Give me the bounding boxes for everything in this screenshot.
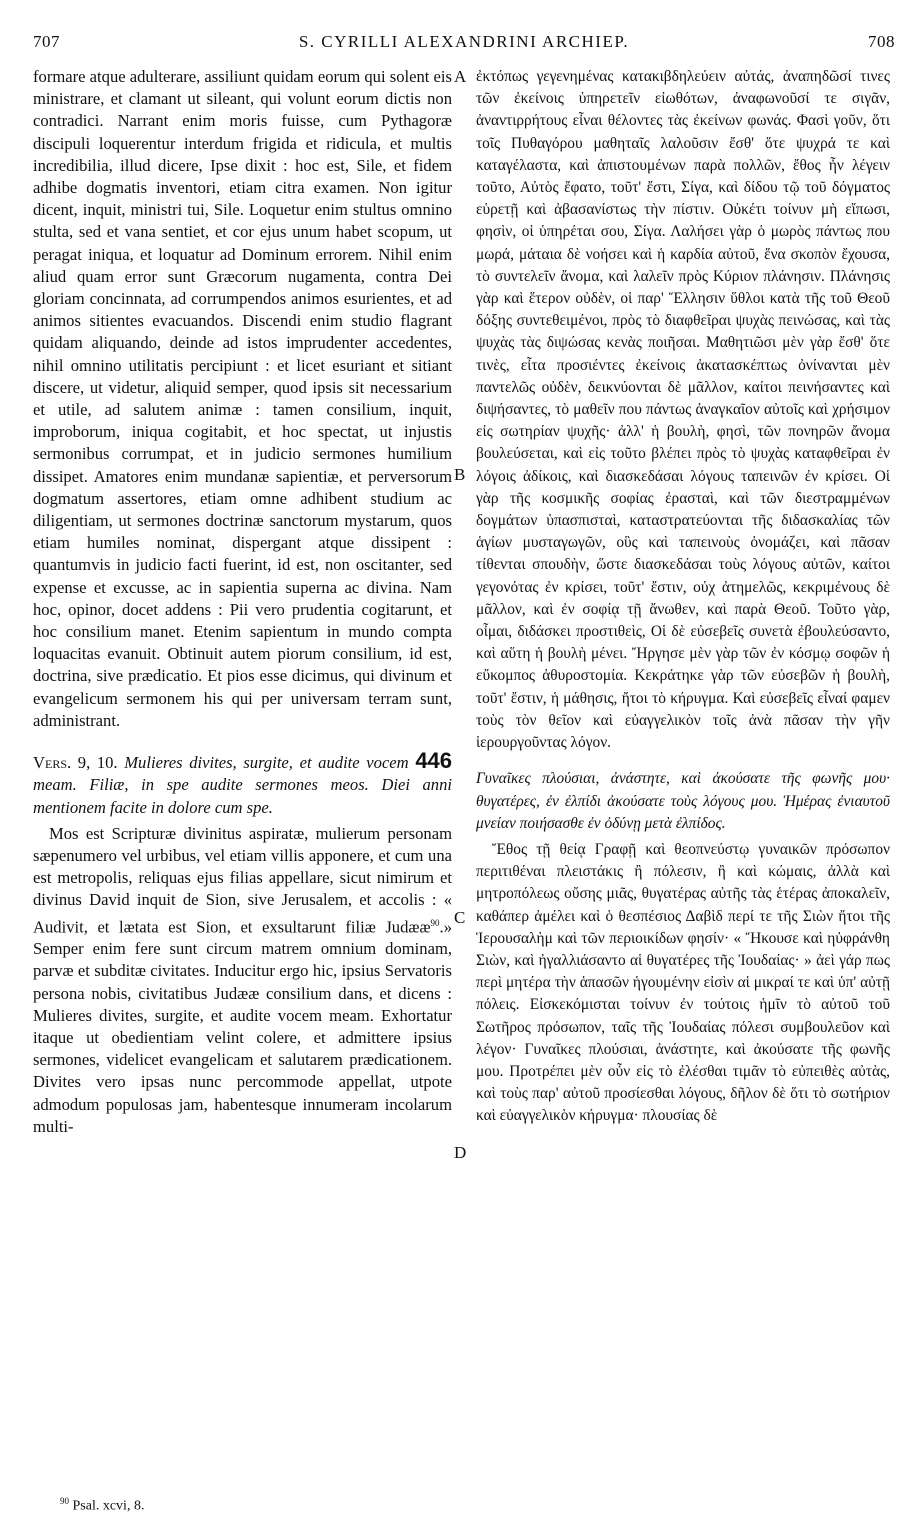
footnote-ref: 90 <box>430 917 440 928</box>
latin-paragraph-2 <box>33 823 452 1138</box>
greek-column <box>476 66 890 1128</box>
greek-paragraph-1: ἐκτόπως γεγενημένας κατακιβδηλεύειν αὐτάς, ἀναπηδῶσί τινες τῶν ἐκείνοις ὑπηρετεῖν εἰωθότων, ἀναφωνοῦσί τε σιγᾶν, ἀναντιρρήτους εἶναι θέλοντες τὰς ἐκείνων φωνάς. Φασὶ γοῦν, ὅτι τοῖς Πυθαγόρου μαθηταῖς λαλοῦσιν ἔσθ' ὅτε ψυχρά τε καὶ καταγέλαστα, καὶ ἀπιστουμένων παρὰ πολλῶν, ἔθος ἦν λέγειν τοῦτο, Αὐτὸς ἔφατο, τοῦτ' ἔστι, Σίγα, καὶ δίδου τῷ τοῦ δόγματος εὑρετῇ καὶ ἀβασανίστως τὴν πίστιν. Οὐκέτι τοίνυν μὴ εἴπωσι, φησὶν, οἱ ὑπηρέται σου, Σίγα. Λαλήσει γὰρ ὁ μωρὸς πάντως που μωρά, μάταια δὲ νοήσει καὶ ἡ καρδία αὐτοῦ, ἕνα σκοπὸν ἔχουσα, τὸ συντελεῖν ἄνομα, καὶ λαλεῖν πρὸς Κύριον πλάνησιν. Πλάνησις γὰρ καὶ ἕτερον οὐδὲν, οἱ παρ' Ἕλλησιν ὕθλοι κατὰ τῆς τοῦ Θεοῦ δόξης συντεθειμένοι, πρὸς τὸ διαφθεῖραι ψυχὰς πεινώσας, καὶ τὰς ψυχὰς τὰς διψώσας κενὰς ποιῆσαι. Μαθητιῶσι μὲν γὰρ ἔσθ' ὅτε τινὲς, εἶτα προσιέντες ἐκείνοις ἀκατασκέπτως ὀνίνανται μὲν παντελῶς οὐδὲν, δεικνύονται δὲ μᾶλλον, καίτοι πεινήσαντες καὶ διψήσαντες, τὸ μαθεῖν που πάντως ἀναγκαῖον αὐτοῖς καὶ χρήσιμον εἰς σωτηρίαν ψυχῆς· ἀλλ' ἡ βουλὴ, φησὶ, τῶν πονηρῶν ἄνομα βουλεύσεται, καὶ εἰς τοῦτο βλέπει πρὸς τὸ ψυχὰς καταφθεῖραι ἐν λόγοις ἀδίκοις, καὶ διασκεδάσαι λόγους ταπεινῶν ἐν κρίσει. Οἱ γὰρ τῆς κοσμικῆς σοφίας ἐρασταὶ, καὶ τῶν διεστραμμένων δογμάτων ὑπασπισταὶ, καταστρατεύονται τῆς διδασκαλίας τῶν ἁγίων μυσταγωγῶν, οὓς καὶ ταπεινοὺς ὀνομάζει, καὶ πᾶσαν τίθενται σπουδὴν, ὥστε διασκεδάσαι τοὺς λόγους αὐτῶν, καίτοι γεγονότας ἐν κρίσει, τοῦτ' ἔστιν, οὐχ ἀτημελῶς, κεκριμένους δὲ μᾶλλον, καὶ ἐν σοφίᾳ τῇ ἄνωθεν, καὶ παρὰ Θεοῦ. Τοῦτο γὰρ, οἶμαι, διδάσκει προστιθεὶς, Οἱ δὲ εὐσεβεῖς συνετὰ ἐβουλεύσαντο, καὶ αὕτη ἡ βουλὴ μένει. Ἤργησε μὲν γὰρ τῶν ἐν κόσμῳ σοφῶν ἡ εὔκομπος ἀθυροστομία. Κεκράτηκε γὰρ τῶν εὐσεβῶν ἡ βουλὴ, τοῦτ' ἔστιν, ἡ μάθησις, ἤτοι τὸ κήρυγμα. Καὶ εὐσεβεῖς εἶναί φαμεν τοὺς τὸν θεῖον καὶ εὐαγγελικὸν τοῖς ἀνὰ πᾶσαν τὴν γῆν ἱερουργοῦντας λόγον. <box>476 68 890 752</box>
margin-marker-d: D <box>454 1143 467 1162</box>
margin-marker-a: A <box>454 67 467 86</box>
page-header <box>33 32 895 54</box>
running-title: S. CYRILLI ALEXANDRINI ARCHIEP. <box>298 32 630 51</box>
footnote-number: 90 <box>60 1496 69 1506</box>
latin-column <box>33 66 452 1138</box>
column-page-mark: 446 <box>415 748 453 774</box>
latin-paragraph-1: formare atque adulterare, assiliunt quidam eorum qui solent eis ministrare, et clamant ut sileant, qui volunt eorum dictis non contradici. Narrant enim moris fuisse, cum Pythagoræ discipuli loquerentur interdum frigida et ridicula, et multis incredibilia, illud dicere, Ipse dixit : hoc est, Sile, et fidem adhibe dogmatis inventori, etiam citra examen. Non igitur dicent, inquit, ministri tui, Sile. Loquetur enim stultus omnino stulta, sed et vana sentiet, et cor ejus unum habet scopum, ut peragat iniqua, et loquatur ad Dominum errorem. Nihil enim aliud quam error sunt Græcorum nugamenta, contra Dei gloriam concinnata, ad corrumpendos animos esurientes, et ad animos sitientes evacuandos. Discendi enim studio flagrant quidam aliquando, deinde ad istos imprudenter accedentes, nihil omnino utilitatis percipiunt : et licet esuriant et sitiant discere, ut videtur, aliquid semper, quod ipsis sit necessarium et utile, ad salutem animæ : tamen consilium, inquit, improborum, iniqua cogitabit, et hoc spectat, ut injustis sermonibus corrumpat, et in judicio sermones humilium dissipet. Amatores enim mundanæ sapientiæ, et perversorum dogmatum assertores, etiam omne adhibent studium ac diligentiam, ut sermones doctrinæ sanctorum mystarum, quos etiam humiles nominat, dispergant atque dissipent : quantumvis in judicio facti fuerint, id est, non oscitanter, sed expense et excusse, ac in sapientia superna ac divina. Nam hoc, opinor, docet addens : Pii vero prudentia cogitarunt, et hoc consilium manet. Etenim sapientum in mundo compta loquacitas evanuit. Obtinuit autem piorum consilium, id est, doctrina, sive prædicatio. Et pios esse dicimus, qui divinum et evangelicum sermonem his qui per universam terram sunt, administrant. <box>33 67 452 730</box>
latin-verse-heading <box>33 750 452 819</box>
margin-marker-c: C <box>454 908 466 927</box>
footnote-text: Psal. xcvi, 8. <box>72 1498 145 1514</box>
greek-verse-heading: Γυναῖκες πλούσιαι, ἀνάστητε, καὶ ἀκούσατε τῆς φωνῆς μου· θυγατέρες, ἐν ἐλπίδι ἀκούσατε τοὺς λόγους μου. Ἡμέρας ἐνιαυτοῦ μνείαν ποιήσασθε ἐν ὀδύνῃ μετὰ ἐλπίδος. <box>476 770 890 832</box>
latin-paragraph-2-b: .» Semper enim fere sunt circum matrem omnium dominam, parvæ et subditæ civitates. Inducitur ergo hic, ipsius Servatoris persona nobis, civitatibus Judææ consilium dans, et dicens : Mulieres divites, surgite, et audite vocem meam. Exhortatur itaque ut obedientiam velint colere, et admittere ipsius sermones, videlicet evangelicam et salutarem prædicationem. Divites vero ipsas nunc percommode appellat, utpote admodum populosas jam, habentesque innumeram incolarum multi- <box>33 917 452 1136</box>
margin-marker-b: B <box>454 465 466 484</box>
left-page-number: 707 <box>33 32 60 51</box>
verse-text-a: Mulieres divites, surgite, et audite vocem <box>124 753 409 773</box>
footnote <box>60 1496 144 1515</box>
verse-label: Vers. 9, 10. <box>33 753 118 773</box>
verse-text-b: meam. Filiæ, in spe audite sermones meos. Diei anni mentionem facite in dolore cum spe. <box>33 775 452 817</box>
greek-paragraph-2: Ἔθος τῇ θείᾳ Γραφῇ καὶ θεοπνεύστῳ γυναικῶν πρόσωπον περιτιθέναι πλειστάκις ἢ πόλεσιν, ἢ καὶ κώμαις, ἀλλὰ καὶ μητροπόλεως οὔσης μιᾶς, θυγατέρας αὐτῆς τὰς ἑτέρας ἀποκαλεῖν, καθάπερ ἀμέλει καὶ ὁ θεσπέσιος Δαβὶδ περί τε τῆς Σιὼν ἤτοι τῆς Ἱερουσαλὴμ καὶ τῶν περιοικίδων φησίν· « Ἤκουσε καὶ ηὐφράνθη Σιὼν, καὶ ἠγαλλιάσαντο αἱ θυγατέρες τῆς Ἰουδαίας· » ἀεὶ γάρ πως περὶ μητέρα τὴν ἁπασῶν ἡγουμένην εἰσὶν αἱ μικραί τε καὶ ὑπ' αὐτῇ πόλεις. Εἰσκεκόμισται τοίνυν ἐν τούτοις ἡμῖν τὸ αὐτοῦ τοῦ Σωτῆρος πρόσωπον, ταῖς τῆς Ἰουδαίας πόλεσι συμβουλεῦον καὶ λέγον· Γυναῖκες πλούσιαι, ἀνάστητε, καὶ ἀκούσατε τῆς φωνῆς μου. Προτρέπει μὲν οὖν εἰς τὸ ἐλέσθαι τιμᾶν τὸ εὐπειθὲς αὐτὰς, καὶ τοὺς παρ' αὐτοῦ προσίεσθαι λόγους, δῆλον δὲ ὅτι τὸ σωτήριον καὶ εὐαγγελικὸν κήρυγμα· πλουσίας δὲ <box>476 840 890 1125</box>
right-page-number: 708 <box>868 32 895 51</box>
latin-paragraph-2-a: Mos est Scripturæ divinitus aspiratæ, mulierum personam sæpenumero vel urbibus, vel etiam villis apponere, et cum una est metropolis, reliquas ejus filias appellare, sicut nimirum et divinus David inquit de Sion, sive Jerusalem, et accolis : « Audivit, et lætata est Sion, et exsultarunt filiæ Judææ <box>33 823 452 937</box>
